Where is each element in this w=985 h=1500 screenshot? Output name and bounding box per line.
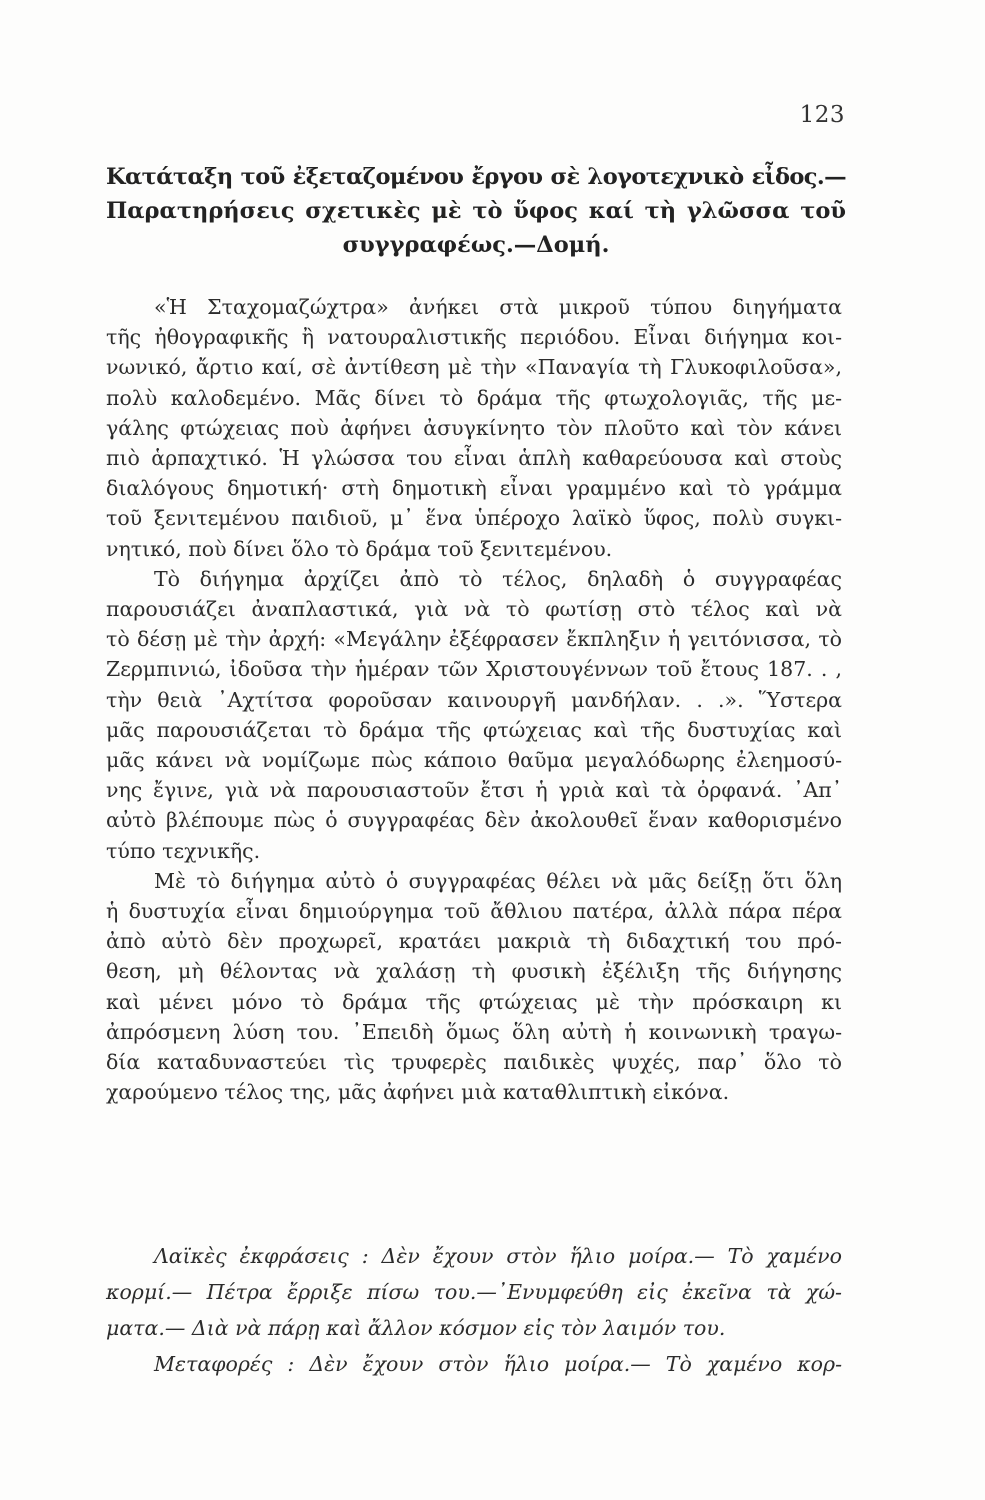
paragraph	[106, 292, 842, 564]
text-line: νωνικό, ἄρτιο καί, σὲ ἀντίθεση μὲ τὴν «Παναγία τὴ Γλυκοφιλοῦσα»,	[106, 355, 842, 380]
text-line: «Ἡ Σταχομαζώχτρα» ἀνήκει στὰ μικροῦ τύπου διηγήματα	[154, 295, 842, 319]
section-heading	[106, 160, 846, 262]
text-line: Ζερμπινιώ, ἰδοῦσα τὴν ἡμέραν τῶν Χριστουγέννων τοῦ ἔτους 187. . ,	[106, 657, 842, 682]
text-line: δία καταδυναστεύει τὶς τρυφερὲς παιδικὲς ψυχές, παρ᾽ ὅλο τὸ	[106, 1050, 842, 1075]
heading-line: συγγραφέως.—Δομή.	[342, 232, 610, 258]
text-line: καὶ μένει μόνο τὸ δράμα τῆς φτώχειας μὲ τὴν πρόσκαιρη κι	[106, 989, 842, 1014]
text-line: πιὸ ἁρπαχτικό. Ἡ γλώσσα του εἶναι ἁπλὴ καθαρεύουσα καὶ στοὺς	[106, 446, 842, 471]
text-line: νης ἔγινε, γιὰ νὰ παρουσιαστοῦν ἔτσι ἡ γριὰ καὶ τὰ ὀρφανά. ᾽Απ᾽	[106, 778, 842, 803]
page-number: 123	[799, 102, 845, 128]
text-line: ἀπὸ αὐτὸ δὲν προχωρεῖ, κρατάει μακριὰ τὴ διδαχτική του πρό-	[106, 929, 842, 954]
text-line: θεση, μὴ θέλοντας νὰ χαλάσῃ τὴ φυσικὴ ἐξέλιξη τῆς διήγησης	[106, 959, 842, 984]
text-line: τύπο τεχνικῆς.	[106, 838, 261, 863]
text-line: νητικό, ποὺ δίνει ὅλο τὸ δράμα τοῦ ξενιτεμένου.	[106, 536, 613, 561]
italic-line: κορμί.— Πέτρα ἔρριξε πίσω του.—᾽Ενυμφεύθη εἰς ἐκεῖνα τὰ χώ-	[106, 1280, 842, 1304]
italic-line: Λαϊκὲς ἐκφράσεις : Δὲν ἔχουν στὸν ἥλιο μοίρα.— Τὸ χαμένο	[154, 1244, 842, 1268]
text-line: μᾶς παρουσιάζεται τὸ δράμα τῆς φτώχειας καὶ τῆς δυστυχίας καὶ	[106, 717, 842, 742]
text-line: Τὸ διήγημα ἀρχίζει ἀπὸ τὸ τέλος, δηλαδὴ ὁ συγγραφέας	[154, 566, 842, 591]
text-line: γάλης φτώχειας ποὺ ἀφήνει ἀσυγκίνητο τὸν πλοῦτο καὶ τὸν κάνει	[106, 415, 842, 440]
text-line: αὐτὸ βλέπουμε πὼς ὁ συγγραφέας δὲν ἀκολουθεῖ ἕναν καθορισμένο	[106, 808, 842, 833]
text-line: τὴν θειὰ ᾽Αχτίτσα φοροῦσαν καινουργῆ μανδήλαν. . .». Ὕστερα	[106, 687, 842, 712]
paragraph	[106, 866, 842, 1108]
italic-line: ματα.— Διὰ νὰ πάρῃ καὶ ἄλλον κόσμον εἰς τὸν λαιμόν του.	[106, 1316, 726, 1340]
paragraph	[106, 564, 842, 866]
italic-line: Μεταφορές : Δὲν ἔχουν στὸν ἥλιο μοίρα.— Τὸ χαμένο κορ-	[154, 1352, 842, 1376]
expressions-list	[106, 1238, 842, 1382]
text-line: μᾶς κάνει νὰ νομίζωμε πὼς κάποιο θαῦμα μεγαλόδωρης ἐλεημοσύ-	[106, 748, 842, 773]
heading-line: Κατάταξη τοῦ ἐξεταζομένου ἔργου σὲ λογοτεχνικὸ εἶδος.—	[106, 164, 846, 190]
text-line: ἡ δυστυχία εἶναι δημιούργημα τοῦ ἄθλιου πατέρα, ἀλλὰ πάρα πέρα	[106, 899, 842, 924]
text-line: τὸ δέσῃ μὲ τὴν ἀρχή: «Μεγάλην ἐξέφρασεν ἔκπληξιν ἡ γειτόνισσα, τὸ	[106, 627, 842, 652]
text-line: παρουσιάζει ἀναπλαστικά, γιὰ νὰ τὸ φωτίσῃ στὸ τέλος καὶ νὰ	[106, 597, 842, 622]
text-line: τῆς ἠθογραφικῆς ἢ νατουραλιστικῆς περιόδου. Εἶναι διήγημα κοι-	[106, 325, 842, 350]
text-line: Μὲ τὸ διήγημα αὐτὸ ὁ συγγραφέας θέλει νὰ μᾶς δείξῃ ὅτι ὅλη	[154, 868, 842, 893]
body-text	[106, 292, 842, 1107]
text-line: χαρούμενο τέλος της, μᾶς ἀφήνει μιὰ καταθλιπτικὴ εἰκόνα.	[106, 1080, 730, 1105]
text-line: διαλόγους δημοτική· στὴ δημοτικὴ εἶναι γραμμένο καὶ τὸ γράμμα	[106, 476, 842, 501]
text-line: πολὺ καλοδεμένο. Μᾶς δίνει τὸ δράμα τῆς φτωχολογιᾶς, τῆς με-	[106, 385, 842, 410]
text-line: τοῦ ξενιτεμένου παιδιοῦ, μ᾽ ἕνα ὑπέροχο λαϊκὸ ὕφος, πολὺ συγκι-	[106, 506, 842, 531]
heading-line: Παρατηρήσεις σχετικὲς μὲ τὸ ὕφος καί τὴ γλῶσσα τοῦ	[106, 198, 846, 224]
text-line: ἀπρόσμενη λύση του. ᾽Επειδὴ ὅμως ὅλη αὐτὴ ἡ κοινωνικὴ τραγω-	[106, 1019, 842, 1044]
